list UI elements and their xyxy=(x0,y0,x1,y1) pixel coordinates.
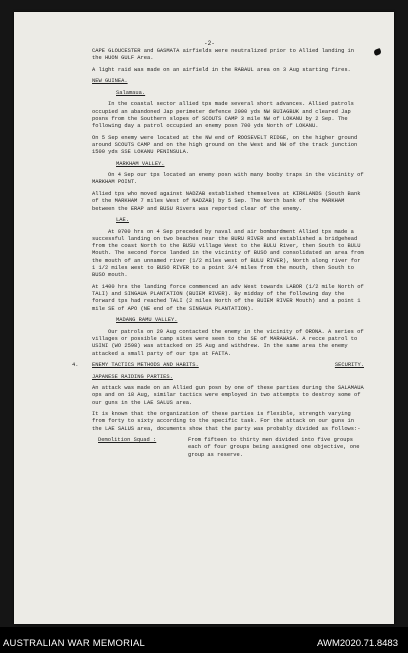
demolition-squad-label: Demolition Squad : xyxy=(98,437,157,444)
subheading-lae: LAE. xyxy=(116,217,129,224)
page-number: -2- xyxy=(204,40,215,47)
demolition-squad-text: From fifteen to thirty men divided into five groups each of four groups being assigned one objective, one group as reserve. xyxy=(188,437,360,458)
paragraph-airfields: CAPE GLOUCESTER and GASMATA airfields were neutralized prior to Allied landing in the HUON GULF Area. xyxy=(92,48,355,62)
heading-new-guinea: NEW GUINEA. xyxy=(92,78,128,85)
paragraph-orona-patrols: Our patrols on 29 Aug contacted the enemy in the vicinity of ORONA. A series of villages or possible camp sites were seen to the SE of MARAWASA. A recce patrol to USINI (WO 2598) was attacked on 25 Aug and withdrew. In the same area the enemy attacked a small party of our tps at FAITA. xyxy=(92,328,364,357)
paragraph-organization: It is known that the organization of these parties is flexible, strength varying from forty to sixty according to the specific task. For the attack on our guns in the LAE SALUS area, documents show that the party was probably divided as follows:- xyxy=(92,411,361,432)
paragraph-markham-point: On 4 Sep our tps located an enemy posn with many booby traps in the vicinity of MARKHAM POINT. xyxy=(92,172,364,186)
footer-accession-number: AWM2020.71.8483 xyxy=(317,638,398,649)
subheading-madang-ramu: MADANG RAMU VALLEY. xyxy=(116,317,178,324)
ink-blot-mark xyxy=(373,48,382,56)
heading-enemy-tactics: ENEMY TACTICS METHODS AND HABITS. xyxy=(92,362,199,369)
paragraph-gun-attack: An attack was made on an Allied gun posn by one of these parties during the SALAMAUA ops and on 18 Aug, similar tactics were employed in two attempts to destroy some of our guns in the LAE SALUS area. xyxy=(92,384,364,406)
paragraph-nadzab: Allied tps who moved against NADZAB established themselves at KIRKLANDS (South Bank of the MARKHAM 7 miles West of NADZAB) by 5 Sep. The North bank of the MARKHAM between the ERAP and BUSU Rivers was reported clear of the enemy. xyxy=(92,190,361,212)
document-body xyxy=(72,48,364,459)
demolition-squad-row xyxy=(92,437,364,459)
paragraph-lae-landing: At 0700 hrs on 4 Sep preceded by naval and air bombardment Allied tps made a successful landing on two beaches near the BURU RIVER and established a bridgehead from the coast North to the BUSU village West to the BULU River, then South to BULU Mouth. The second force landed in the vicinity of BUSO and consolidated an area from the mouth of an unnamed river (1/2 miles west of BULU RIVER), North along river for 1 1/2 miles west to BUSO RIVER to a point 3/4 miles from the mouth, then South to BUSO mouth. xyxy=(92,228,364,279)
subheading-markham-valley: MARKHAM VALLEY. xyxy=(116,160,165,167)
archive-footer-bar xyxy=(0,627,408,653)
heading-japanese-raiding-parties: JAPANESE RAIDING PARTIES. xyxy=(92,373,173,380)
section-4-heading xyxy=(72,362,364,369)
paragraph-rabaul-raid: A light raid was made on an airfield in the RABAUL area on 3 Aug starting fires. xyxy=(92,66,351,73)
paragraph-roosevelt-ridge: On 5 Sep enemy were located at the NW end of ROOSEVELT RIDGE, on the higher ground around SCOUTS CAMP and on the high ground on the West and NW of the track junction 1500 yds SSE LOKANU PENINSULA. xyxy=(92,134,358,156)
subheading-salamaua: Salamaua. xyxy=(116,89,146,96)
paragraph-lae-advance: At 1400 hrs the landing force commenced an adv West towards LABOR (1/2 mile North of TALI) and SINGAUA PLANTATION (BUIEM RIVER). By midday of the following day the forward tps had reached TALI (2 miles North of the BUIEM RIVER Mouth) and a point 1 mile SE of APO (NE end of the SINGAUA PLANTATION). xyxy=(92,283,364,312)
heading-security: SECURITY. xyxy=(334,362,364,369)
paragraph-coastal-sector: In the coastal sector allied tps made several short advances. Allied patrols occupied an abandoned Jap perimeter defence 2000 yds NW BUIAGBUK and cleared Jap posns from the Southern slopes of SCOUTS CAMP 3 mile NW of LOKANU by 2 Sep. The following day a patrol occupied an enemy posn 700 yds North of LOKANU. xyxy=(92,101,354,130)
footer-institution: AUSTRALIAN WAR MEMORIAL xyxy=(3,638,146,649)
section-number: 4. xyxy=(72,362,79,369)
